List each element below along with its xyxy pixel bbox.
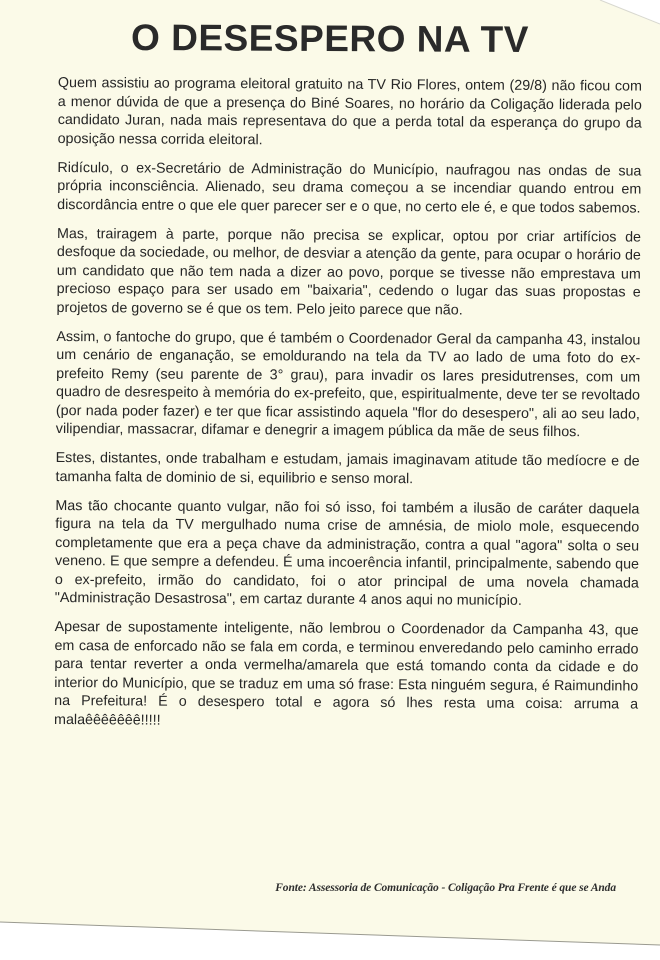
paragraph-1: Quem assistiu ao programa eleitoral gratuito na TV Rio Flores, ontem (29/8) não ficou com a menor dúvida de que a presença do Biné Soares, no horário da Coligação liderada pelo candidato Juran, nada mais representava do que a perda total da esperança do grupo da oposição nessa corrida eleitoral.	[57, 74, 642, 148]
document-title: O DESESPERO NA TV	[131, 16, 529, 61]
paragraph-4: Assim, o fantoche do grupo, que é também o Coordenador Geral da campanha 43, instalou um cenário de enganação, se emoldurando na tela da TV ao lado de uma foto do ex-prefeito Remy (seu parente de 3° grau), para invadir os lares presidutrenses, com um quadro de desrespeito à memória do ex-prefeito, que, espiritualmente, deve ter se revoltado (por nada poder fazer) e ter que ficar assistindo aquela "flor do desespero", ali ao seu lado, vilipendiar, massacrar, difamar e denegrir a imagem pública da mãe de seus filhos.	[55, 328, 641, 441]
source-credit: Fonte: Assessoria de Comunicação - Coligação Pra Frente é que se Anda	[275, 882, 616, 894]
paragraph-5: Estes, distantes, onde trabalham e estudam, jamais imaginavam atitude tão medíocre e de tamanha falta de dominio de si, equilibrio e senso moral.	[55, 449, 640, 487]
paragraph-2: Ridículo, o ex-Secretário de Administração do Município, naufragou nas ondas de sua própria inconsciência. Alienado, seu drama começou a se incendiar quando entrou em discordância entre o que ele quer parecer ser e o que, no certo ele é, e que todos sabemos.	[57, 159, 642, 217]
paragraph-6: Mas tão chocante quanto vulgar, não foi só isso, foi também a ilusão de caráter daquela figura na tela da TV mergulhado numa crise de amnésia, de miolo mole, esquecendo completamente que era a peça chave da administração, contra a qual "agora" solta o seu veneno. E que sempre a defendeu. É uma incoerência infantil, principalmente, sabendo que o ex-prefeito, irmão do candidato, foi o ator principal de uma novela chamada "Administração Desastrosa", em cartaz durante 4 anos aqui no município.	[54, 497, 640, 609]
document-body	[54, 74, 642, 743]
paragraph-3: Mas, trairagem à parte, porque não precisa se explicar, optou por criar artifícios de desfoque da sociedade, ou melhor, de desviar a atenção da gente, para ocupar o horário de um candidato que não tem nada a dizer ao povo, porque se tivesse não emprestava um precioso espaço para ser usado em "baixaria", cedendo o lugar das suas propostas e projetos de governo se é que os tem. Pelo jeito parece que não.	[56, 225, 642, 318]
paragraph-7: Apesar de supostamente inteligente, não lembrou o Coordenador da Campanha 43, que em casa de enforcado não se fala em corda, e terminou enveredando pelo caminho errado para tentar reverter a onda vermelha/amarela que está tomando conta da cidade e do interior do Município, que se traduz em uma só frase: Esta ninguém segura, é Raimundinho na Prefeitura! É o desespero total e agora só lhes resta uma coisa: arruma a malaêêêêêêê!!!!!	[54, 618, 639, 729]
